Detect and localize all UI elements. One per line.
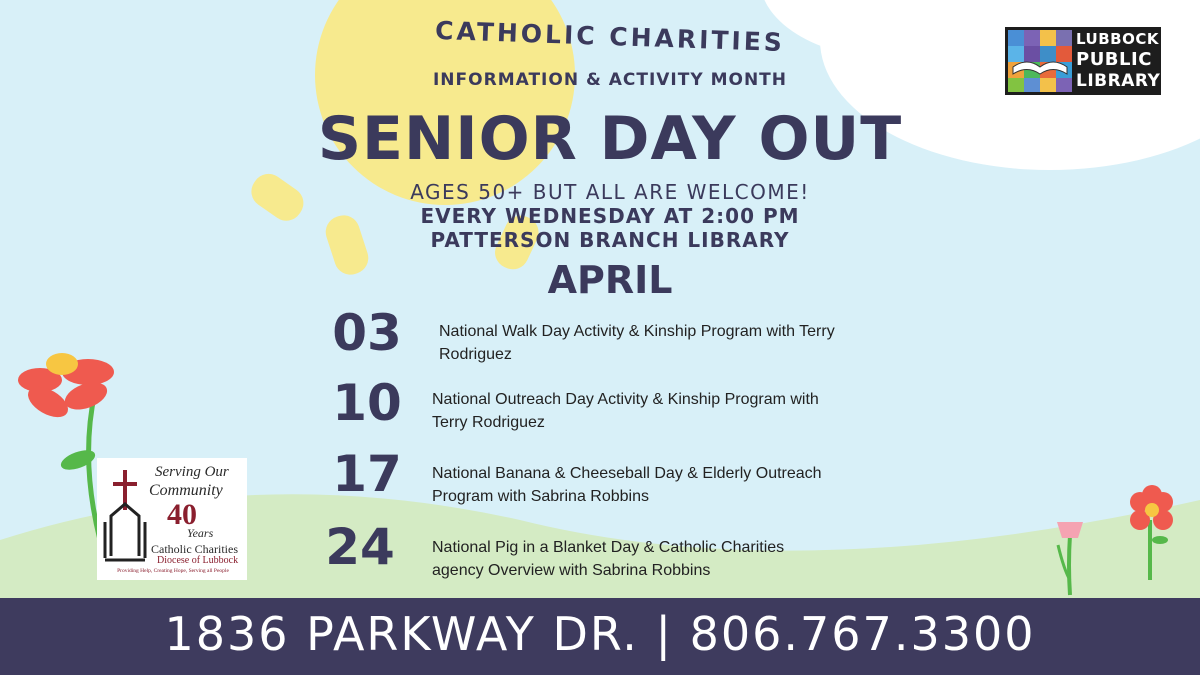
ages-line: AGES 50+ BUT ALL ARE WELCOME! bbox=[410, 180, 810, 204]
cc-community-text: Community bbox=[149, 482, 223, 499]
event-description: National Banana & Cheeseball Day & Elderly Outreach Program with Sabrina Robbins bbox=[432, 465, 822, 505]
event-description: National Outreach Day Activity & Kinship Program with Terry Rodriguez bbox=[432, 391, 819, 431]
page-title: SENIOR DAY OUT bbox=[317, 104, 903, 174]
org-name: CATHOLIC CHARITIES bbox=[434, 15, 786, 58]
catholic-charities-logo bbox=[97, 458, 247, 580]
month-label: INFORMATION & ACTIVITY MONTH bbox=[432, 70, 787, 90]
library-logo-line: LIBRARY bbox=[1076, 71, 1161, 91]
cc-name: Catholic Charities bbox=[151, 542, 238, 556]
event-description: National Pig in a Blanket Day & Catholic Charities agency Overview with Sabrina Robbins bbox=[432, 539, 785, 579]
cc-years-word: Years bbox=[187, 526, 214, 540]
cc-serving-text: Serving Our bbox=[155, 464, 229, 480]
event-date: 17 bbox=[332, 445, 402, 503]
church-cross-icon bbox=[101, 466, 151, 566]
library-logo-line: PUBLIC bbox=[1076, 49, 1152, 70]
cc-years-number: 40 bbox=[167, 498, 197, 531]
library-logo-line: LUBBOCK bbox=[1076, 30, 1159, 48]
event-date: 24 bbox=[325, 518, 395, 576]
cc-diocese: Diocese of Lubbock bbox=[157, 555, 239, 566]
event-date: 03 bbox=[332, 304, 402, 362]
month-heading: APRIL bbox=[547, 258, 673, 302]
schedule-line: EVERY WEDNESDAY AT 2:00 PM bbox=[420, 204, 800, 228]
cc-tagline: Providing Help, Creating Hope, Serving all People bbox=[117, 568, 229, 574]
event-description: National Walk Day Activity & Kinship Program with Terry Rodriguez bbox=[439, 323, 835, 363]
location-line: PATTERSON BRANCH LIBRARY bbox=[430, 228, 790, 252]
event-date: 10 bbox=[332, 374, 402, 432]
book-icon bbox=[1005, 27, 1075, 95]
footer-contact: 1836 PARKWAY DR. | 806.767.3300 bbox=[164, 607, 1036, 661]
